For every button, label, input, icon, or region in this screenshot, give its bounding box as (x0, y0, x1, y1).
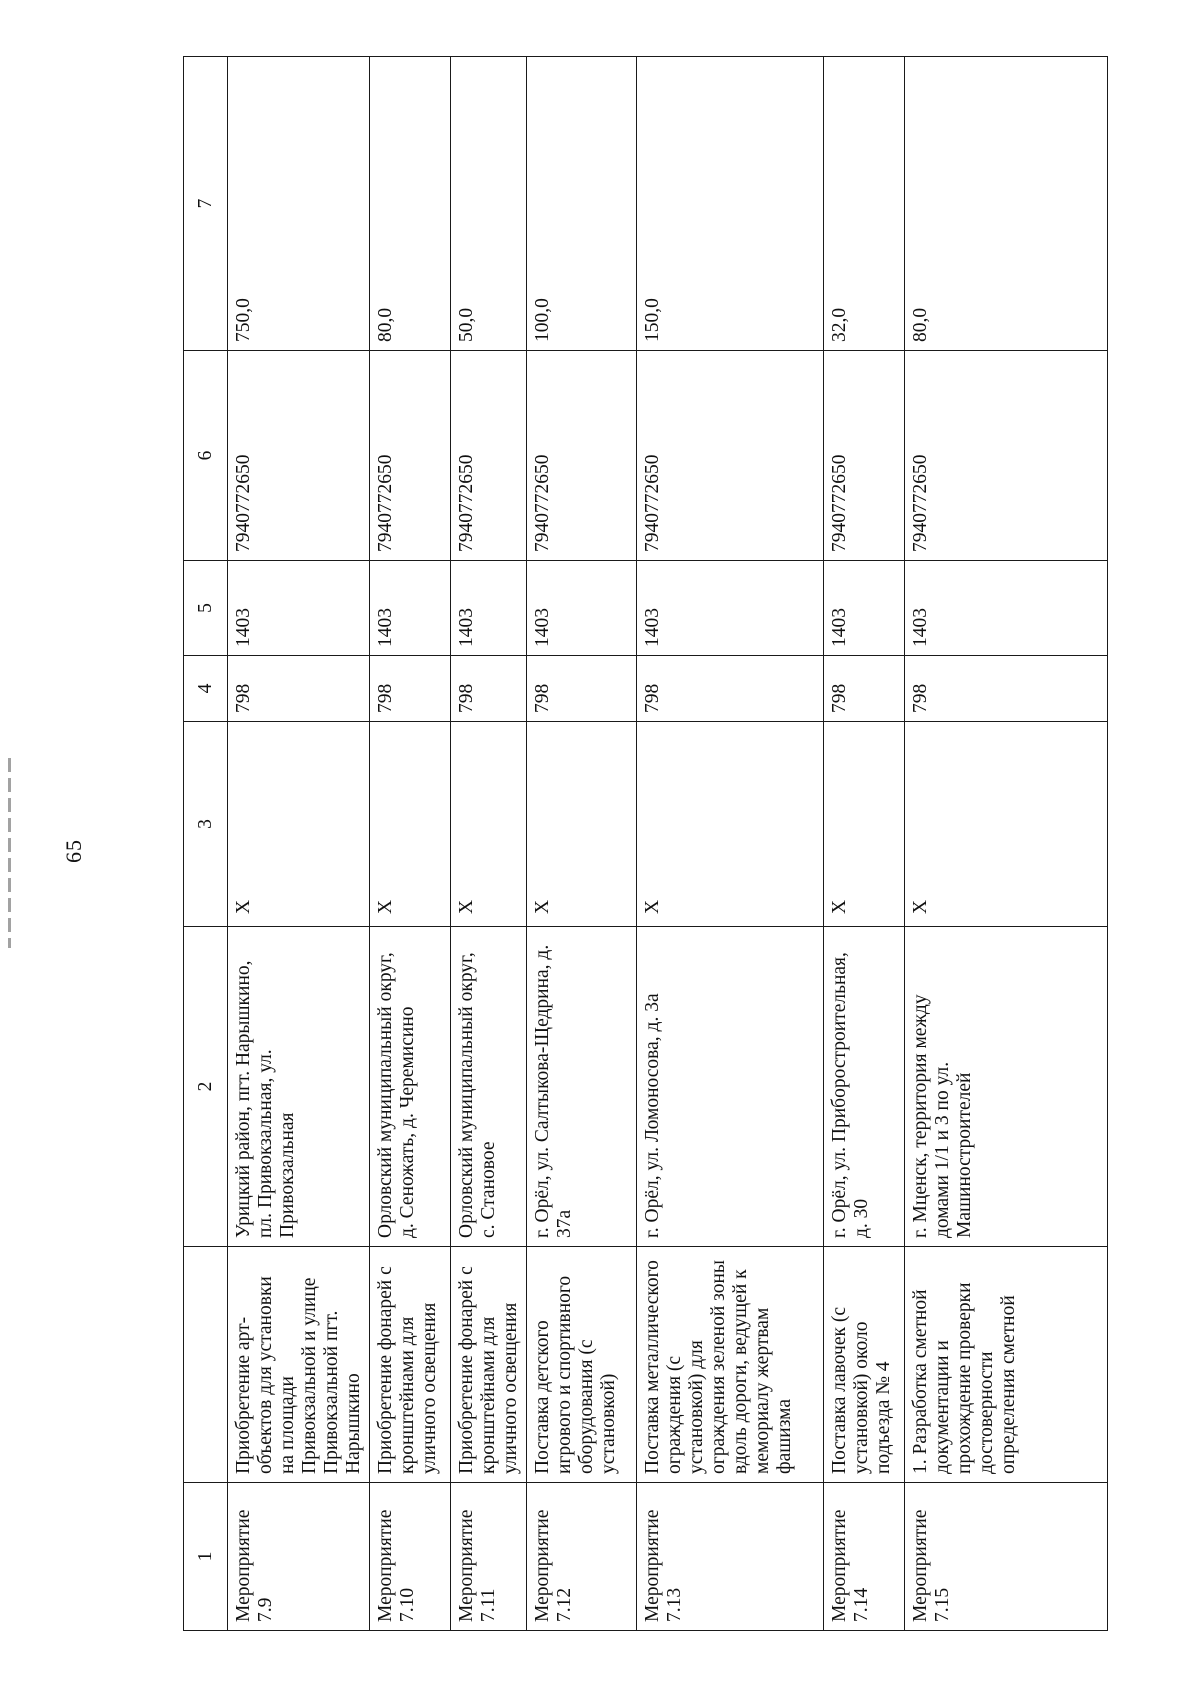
col4-cell: 798 (527, 656, 637, 722)
location-cell: Орловский муниципальный округ, с. Становое (451, 927, 527, 1247)
name-cell: Приобретение фонарей с кронштейнами для уличного освещения (451, 1247, 527, 1483)
col5-cell: 1403 (905, 561, 1108, 656)
table-row (527, 57, 637, 1631)
name-cell: Приобретение фонарей с кронштейнами для уличного освещения (370, 1247, 451, 1483)
scan-artifact (8, 758, 11, 948)
location-cell: Орловский муниципальный округ, д. Сеножать, д. Черемисино (370, 927, 451, 1247)
table-row (905, 57, 1108, 1631)
header-cell-1b (184, 1247, 228, 1483)
col7-cell: 100,0 (527, 57, 637, 351)
header-cell-4: 4 (184, 656, 228, 722)
name-cell: 1. Разработка сметной документации и прохождение проверки достоверности определения сметной (905, 1247, 1108, 1483)
table-rotator (183, 57, 1101, 1631)
header-cell-5: 5 (184, 561, 228, 656)
name-cell: Приобретение арт-объектов для установки на площади Привокзальной и улице Привокзальной пгт. Нарышкино (228, 1247, 370, 1483)
col6-cell: 7940772650 (637, 351, 824, 561)
col3-cell: Х (228, 722, 370, 927)
event-cell: Мероприятие 7.9 (228, 1483, 370, 1631)
table-frame (183, 57, 1101, 1631)
events-table (183, 56, 1108, 1631)
page-number (44, 0, 104, 1702)
col4-cell: 798 (451, 656, 527, 722)
col4-cell: 798 (905, 656, 1108, 722)
col4-cell: 798 (228, 656, 370, 722)
col5-cell: 1403 (370, 561, 451, 656)
col3-cell: Х (905, 722, 1108, 927)
event-cell: Мероприятие 7.13 (637, 1483, 824, 1631)
table-row (637, 57, 824, 1631)
col6-cell: 7940772650 (451, 351, 527, 561)
event-cell: Мероприятие 7.11 (451, 1483, 527, 1631)
col6-cell: 7940772650 (228, 351, 370, 561)
col5-cell: 1403 (824, 561, 905, 656)
header-cell-6: 6 (184, 351, 228, 561)
col7-cell: 80,0 (905, 57, 1108, 351)
header-cell-2: 2 (184, 927, 228, 1247)
event-cell: Мероприятие 7.14 (824, 1483, 905, 1631)
col7-cell: 750,0 (228, 57, 370, 351)
col6-cell: 7940772650 (824, 351, 905, 561)
col7-cell: 150,0 (637, 57, 824, 351)
name-cell: Поставка лавочек (с установкой) около подъезда № 4 (824, 1247, 905, 1483)
col3-cell: Х (824, 722, 905, 927)
col3-cell: Х (370, 722, 451, 927)
col3-cell: Х (451, 722, 527, 927)
col6-cell: 7940772650 (370, 351, 451, 561)
table-row (824, 57, 905, 1631)
table-row (451, 57, 527, 1631)
col3-cell: Х (637, 722, 824, 927)
col4-cell: 798 (637, 656, 824, 722)
name-cell: Поставка детского игрового и спортивного оборудования (с установкой) (527, 1247, 637, 1483)
location-cell: г. Орёл, ул. Ломоносова, д. 3а (637, 927, 824, 1247)
event-cell: Мероприятие 7.10 (370, 1483, 451, 1631)
col3-cell: Х (527, 722, 637, 927)
location-cell: г. Орёл, ул. Приборостроительная, д. 30 (824, 927, 905, 1247)
header-cell-1: 1 (184, 1483, 228, 1631)
col4-cell: 798 (824, 656, 905, 722)
event-cell: Мероприятие 7.15 (905, 1483, 1108, 1631)
table-row (228, 57, 370, 1631)
col7-cell: 32,0 (824, 57, 905, 351)
event-cell: Мероприятие 7.12 (527, 1483, 637, 1631)
location-cell: г. Мценск, территория между домами 1/1 и 3 по ул. Машиностроителей (905, 927, 1108, 1247)
table-header-row (184, 57, 228, 1631)
col5-cell: 1403 (637, 561, 824, 656)
table-row (370, 57, 451, 1631)
header-cell-7: 7 (184, 57, 228, 351)
col7-cell: 50,0 (451, 57, 527, 351)
col4-cell: 798 (370, 656, 451, 722)
col5-cell: 1403 (527, 561, 637, 656)
col6-cell: 7940772650 (905, 351, 1108, 561)
col6-cell: 7940772650 (527, 351, 637, 561)
col5-cell: 1403 (451, 561, 527, 656)
page-number-text: 65 (61, 839, 86, 863)
col7-cell: 80,0 (370, 57, 451, 351)
header-cell-3: 3 (184, 722, 228, 927)
location-cell: Урицкий район, пгт. Нарышкино, пл. Привокзальная, ул. Привокзальная (228, 927, 370, 1247)
name-cell: Поставка металлического ограждения (с установкой) для ограждения зеленой зоны вдоль дороги, ведущей к мемориалу жертвам фашизма (637, 1247, 824, 1483)
col5-cell: 1403 (228, 561, 370, 656)
location-cell: г. Орёл, ул. Салтыкова-Щедрина, д. 37а (527, 927, 637, 1247)
